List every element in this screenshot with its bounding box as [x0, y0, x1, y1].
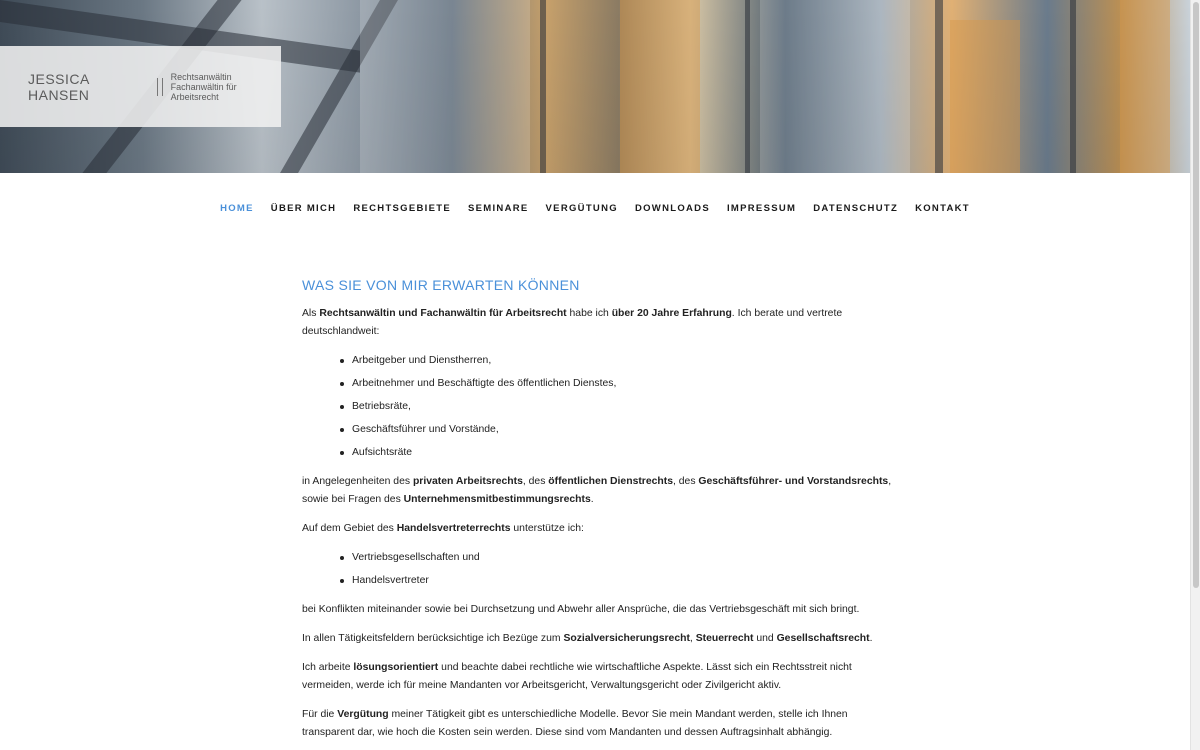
logo-subtitle-line-2: Fachanwältin für Arbeitsrecht — [170, 81, 237, 102]
fees-paragraph — [302, 706, 892, 742]
logo-divider — [157, 78, 158, 96]
list-item: Aufsichtsräte — [340, 444, 892, 462]
bold-text: Unternehmensmitbestimmungsrechts — [403, 494, 591, 505]
list-item: Geschäftsführer und Vorstände, — [340, 421, 892, 439]
commercial-list — [340, 549, 892, 590]
approach-paragraph — [302, 659, 892, 695]
logo-name: JESSICA HANSEN — [28, 70, 90, 103]
text: in Angelegenheiten des — [302, 476, 413, 487]
bold-text: Gesellschaftsrecht — [776, 633, 870, 644]
text: In allen Tätigkeitsfeldern berücksichtige ich Bezüge zum — [302, 633, 564, 644]
list-item: Handelsvertreter — [340, 572, 892, 590]
bold-text: lösungsorientiert — [353, 662, 439, 673]
intro-paragraph — [302, 305, 892, 341]
commercial-agents-paragraph — [302, 520, 892, 538]
text: . — [590, 494, 594, 505]
nav-item-downloads[interactable]: DOWNLOADS — [634, 203, 710, 214]
text: , — [689, 633, 696, 644]
text: Ich arbeite — [302, 662, 354, 673]
bold-text: Geschäftsführer- und Vorstandsrechts — [698, 476, 889, 487]
site-logo[interactable] — [0, 46, 281, 127]
text: Für die — [302, 709, 338, 720]
bold-text: Handelsvertreterrechts — [396, 523, 511, 534]
nav-item-home[interactable]: HOME — [220, 203, 254, 214]
scrollbar-thumb[interactable] — [1193, 2, 1199, 588]
text: und beachte dabei rechtliche wie wirtschaftliche Aspekte. Lässt sich ein Rechtsstreit nicht vermeiden, werde ich für meine Mandanten vor Arbeitsgericht, Verwaltungsgericht oder Zivilgericht aktiv. — [302, 662, 852, 691]
text: . Ich berate und vertrete deutschlandweit: — [302, 308, 843, 337]
nav-item-verguetung[interactable]: VERGÜTUNG — [545, 203, 618, 214]
logo-divider — [162, 78, 163, 96]
nav-item-datenschutz[interactable]: DATENSCHUTZ — [813, 203, 899, 214]
list-item: Arbeitnehmer und Beschäftigte des öffentlichen Dienstes, — [340, 375, 892, 393]
text: meiner Tätigkeit gibt es unterschiedliche Modelle. Bevor Sie mein Mandant werden, stelle ich Ihnen transparent dar, wie hoch die Kosten sein werden. Diese sind vom Mandanten und dessen Auftragsinhalt abhängig. — [302, 709, 848, 738]
text: . — [869, 633, 873, 644]
bold-text: öffentlichen Dienstrechts — [548, 476, 673, 487]
list-item: Vertriebsgesellschaften und — [340, 549, 892, 567]
nav-item-impressum[interactable]: IMPRESSUM — [726, 203, 797, 214]
text: Als — [302, 308, 320, 319]
nav-item-seminare[interactable]: SEMINARE — [468, 203, 529, 214]
bold-text: Vergütung — [337, 709, 389, 720]
areas-paragraph — [302, 473, 892, 509]
main-content — [302, 276, 892, 750]
nav-item-kontakt[interactable]: KONTAKT — [915, 203, 970, 214]
text: , des — [673, 476, 699, 487]
logo-subtitle-line-1: Rechtsanwältin — [170, 71, 232, 82]
hero-banner — [0, 0, 1190, 173]
text: , sowie bei Fragen des — [302, 476, 892, 505]
nav-item-ueber-mich[interactable]: ÜBER MICH — [270, 203, 337, 214]
text: und — [753, 633, 777, 644]
logo-subtitle — [171, 72, 281, 102]
text: unterstütze ich: — [510, 523, 584, 534]
conflicts-paragraph: bei Konflikten miteinander sowie bei Durchsetzung und Abwehr aller Ansprüche, die das Vertriebsgeschäft mit sich bringt. — [302, 604, 860, 615]
page-scrollbar[interactable] — [1190, 0, 1200, 750]
text: , des — [522, 476, 549, 487]
page-title: WAS SIE VON MIR ERWARTEN KÖNNEN — [302, 277, 580, 293]
list-item: Betriebsräte, — [340, 398, 892, 416]
client-list — [340, 352, 892, 462]
text: habe ich — [566, 308, 612, 319]
related-law-paragraph — [302, 630, 892, 648]
bold-text: Rechtsanwältin und Fachanwältin für Arbeitsrecht — [319, 308, 567, 319]
bold-text: Sozialversicherungsrecht — [563, 633, 690, 644]
text: Auf dem Gebiet des — [302, 523, 397, 534]
bold-text: über 20 Jahre Erfahrung — [611, 308, 732, 319]
main-navigation — [0, 203, 1190, 214]
nav-item-rechtsgebiete[interactable]: RECHTSGEBIETE — [353, 203, 451, 214]
list-item: Arbeitgeber und Dienstherren, — [340, 352, 892, 370]
bold-text: privaten Arbeitsrechts — [412, 476, 523, 487]
bold-text: Steuerrecht — [695, 633, 754, 644]
